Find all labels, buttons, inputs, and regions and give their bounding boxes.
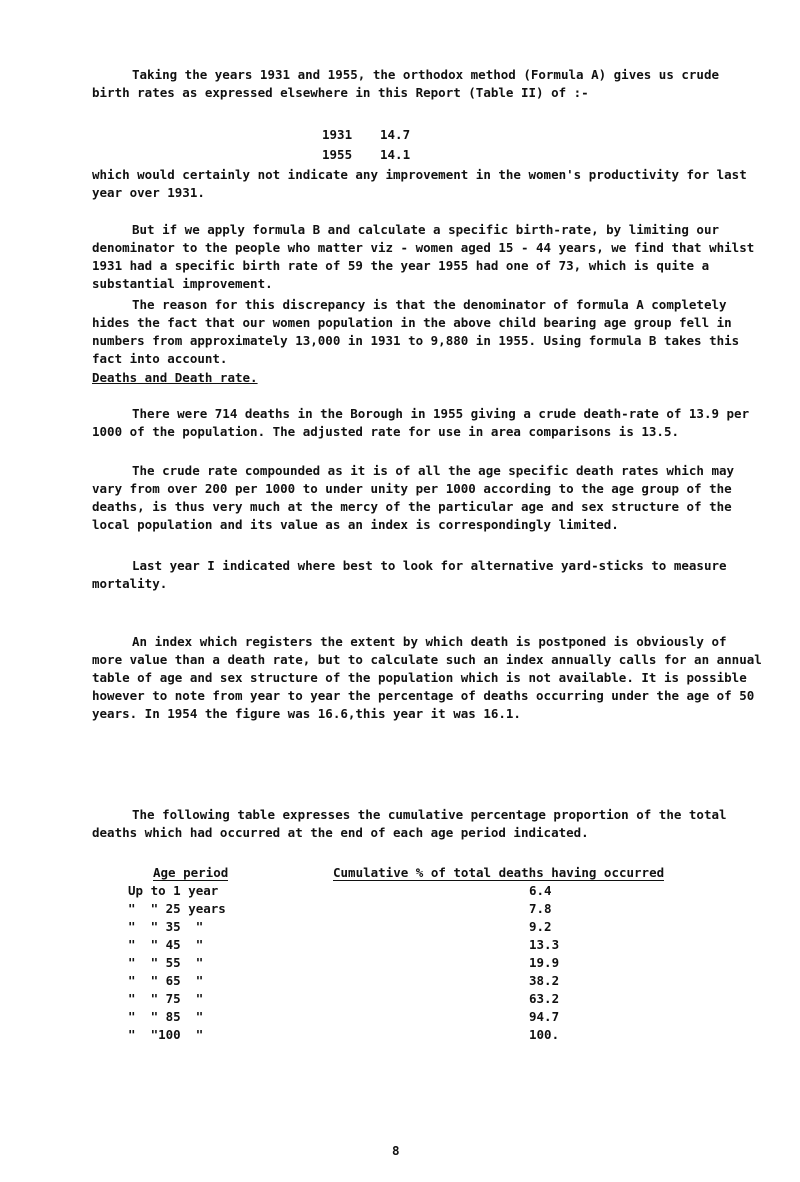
cumulative-deaths-table [124, 864, 664, 1044]
age-cell: Up to 1 year [128, 883, 219, 898]
value-cell: 9.2 [529, 919, 552, 934]
age-cell: " " 35 " [128, 919, 204, 934]
heading-deaths: Deaths and Death rate. [92, 370, 258, 385]
value-cell: 94.7 [529, 1009, 560, 1024]
paragraph-table-intro: The following table expresses the cumulative percentage proportion of the total deaths which had occurred at the end of each age period indicated. [92, 807, 727, 840]
age-cell: " " 65 " [128, 973, 204, 988]
rate-row-1931 [322, 126, 522, 144]
value-cell: 38.2 [529, 973, 560, 988]
age-cell: " " 25 years [128, 901, 226, 916]
table-row [124, 990, 664, 1008]
paragraph-no-improvement: which would certainly not indicate any improvement in the women's productivity for last year over 1931. [92, 167, 747, 200]
paragraph-index: An index which registers the extent by which death is postponed is obviously of more value than a death rate, but to calculate such an index annually calls for an annual table of age and sex structure of the population which is not available. It is possible however to note from year to year the percentage of deaths occurring under the age of 50 years. In 1954 the figure was 16.6,this year it was 16.1. [92, 634, 762, 721]
paragraph-crude-rate: The crude rate compounded as it is of all the age specific death rates which may vary from over 200 per 1000 to under unity per 1000 according to the age group of the deaths, is thus very much at the mercy of the particular age and sex structure of the local population and its value as an index is correspondingly limited. [92, 463, 735, 532]
age-cell: " " 45 " [128, 937, 204, 952]
table-header-row [124, 864, 664, 882]
paragraph-deaths-count: There were 714 deaths in the Borough in 1955 giving a crude death-rate of 13.9 per 1000 of the population. The adjusted rate for use in area comparisons is 13.5. [92, 406, 750, 439]
page-number: 8 [392, 1143, 400, 1158]
age-cell: " "100 " [128, 1027, 204, 1042]
table-row [124, 882, 664, 900]
table-row [124, 1026, 664, 1044]
rate-row-1955 [322, 146, 522, 164]
column-header-age: Age period [153, 865, 229, 880]
value-cell: 100. [529, 1027, 560, 1042]
column-header-cumulative: Cumulative % of total deaths having occurred [333, 865, 665, 880]
paragraph-yard-sticks: Last year I indicated where best to look for alternative yard-sticks to measure mortality. [92, 558, 727, 591]
table-row [124, 936, 664, 954]
table-row [124, 900, 664, 918]
paragraph-discrepancy: The reason for this discrepancy is that the denominator of formula A completely hides the fact that our women population in the above child bearing age group fell in numbers from approximately 13,000 in 1931 to 9,880 in 1955. Using formula B takes this fact into account. [92, 297, 740, 366]
rate-value: 14.1 [380, 147, 411, 162]
age-cell: " " 55 " [128, 955, 204, 970]
value-cell: 13.3 [529, 937, 560, 952]
age-cell: " " 75 " [128, 991, 204, 1006]
value-cell: 19.9 [529, 955, 560, 970]
paragraph-formula-b: But if we apply formula B and calculate a specific birth-rate, by limiting our denominator to the people who matter viz - women aged 15 - 44 years, we find that whilst 1931 had a specific birth rate of 59 the year 1955 had one of 73, which is quite a substantial improvement. [92, 222, 755, 291]
value-cell: 7.8 [529, 901, 552, 916]
table-row [124, 972, 664, 990]
rate-year: 1955 [322, 147, 353, 162]
value-cell: 63.2 [529, 991, 560, 1006]
rate-year: 1931 [322, 127, 353, 142]
table-row [124, 954, 664, 972]
age-cell: " " 85 " [128, 1009, 204, 1024]
table-row [124, 918, 664, 936]
value-cell: 6.4 [529, 883, 552, 898]
paragraph-birth-rates-intro: Taking the years 1931 and 1955, the orthodox method (Formula A) gives us crude birth rates as expressed elsewhere in this Report (Table II) of :- [92, 67, 719, 100]
rate-value: 14.7 [380, 127, 411, 142]
table-row [124, 1008, 664, 1026]
